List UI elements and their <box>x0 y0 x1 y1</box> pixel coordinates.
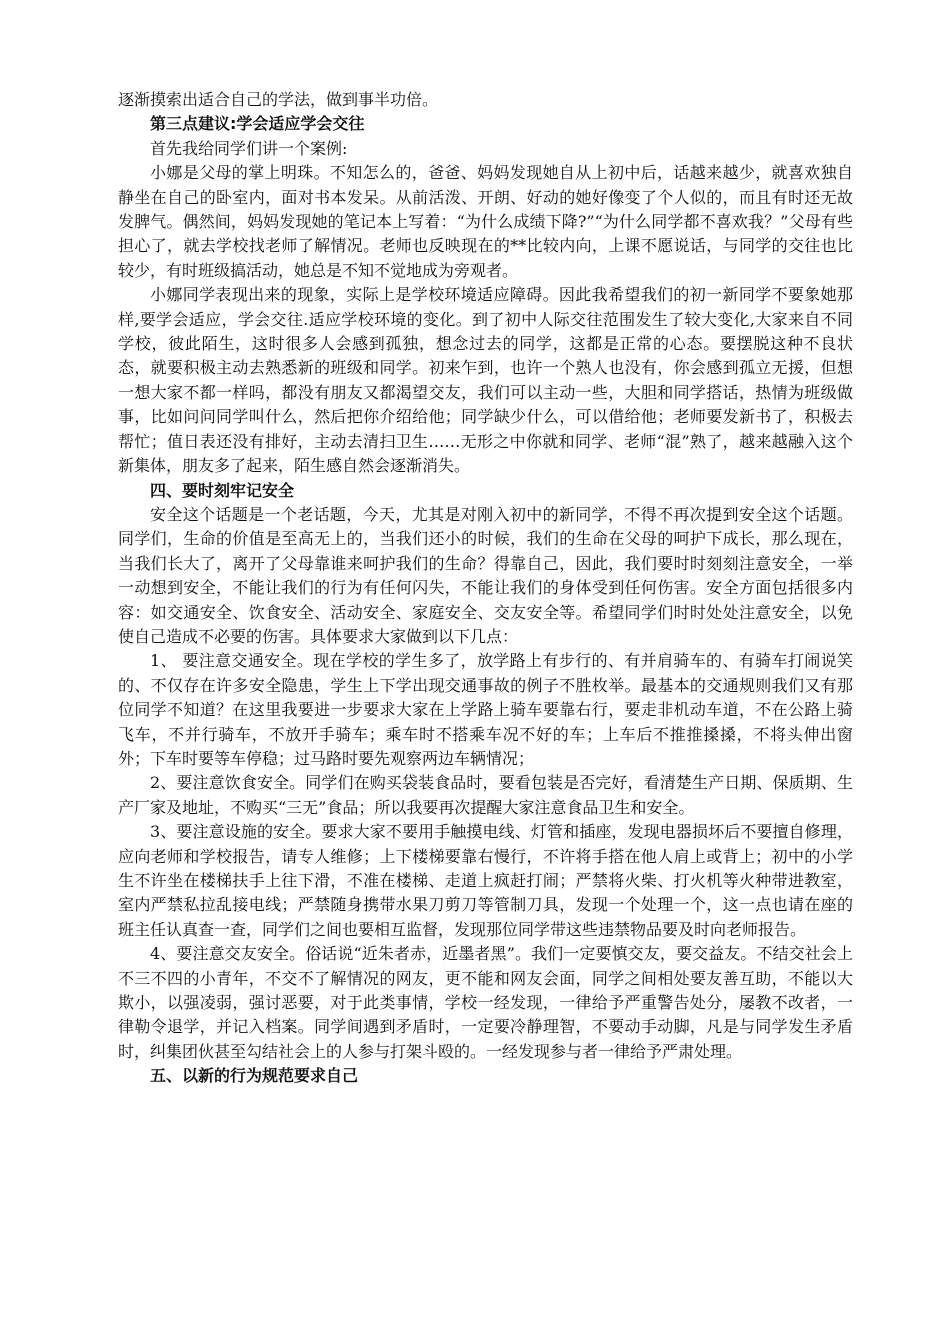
paragraph-food-safety: 2、要注意饮食安全。同学们在购买袋装食品时，要看包装是否完好，看清楚生产日期、保质期、生产厂家及地址，不购买“三无”食品；所以我要再次提醒大家注意食品卫生和安全。 <box>118 773 853 817</box>
document-body <box>118 88 853 1089</box>
paragraph-friendship-safety: 4、要注意交友安全。俗话说“近朱者赤，近墨者黑”。我们一定要慎交友，要交益友。不结交社会上不三不四的小青年，不交不了解情况的网友，更不能和网友会面，同学之间相处要友善互助，不能以大欺小，以强凌弱，强讨恶要，对于此类事情，学校一经发现，一律给予严重警告处分，屡教不改者，一律勒令退学，并记入档案。同学间遇到矛盾时，一定要冷静理智，不要动手动脚，凡是与同学发生矛盾时，纠集团伙甚至勾结社会上的人参与打架斗殴的。一经发现参与者一律给予严肃处理。 <box>118 944 853 1061</box>
paragraph-traffic-safety: 1、 要注意交通安全。现在学校的学生多了，放学路上有步行的、有并肩骑车的、有骑车打闹说笑的、不仅存在许多安全隐患，学生上下学出现交通事故的例子不胜枚举。最基本的交通规则我们又有那位同学不知道？在这里我要进一步要求大家在上学路上骑车要靠右行，要走非机动车道，不在公路上骑飞车，不并行骑车，不放开手骑车；乘车时不搭乘车况不好的车；上车后不推推搡搡，不将头伸出窗外；下车时要等车停稳；过马路时要先观察两边车辆情况； <box>118 651 853 768</box>
paragraph-continuation: 逐渐摸索出适合自己的学法，做到事半功倍。 <box>118 90 439 109</box>
paragraph-safety-intro: 安全这个话题是一个老话题，今天，尤其是对刚入初中的新同学，不得不再次提到安全这个话题。同学们，生命的价值是至高无上的，当我们还小的时候，我们的生命在父母的呵护下成长，那么现在，当我们长大了，离开了父母靠谁来呵护我们的生命？得靠自己，因此，我们要时时刻刻注意安全，一举一动想到安全，不能让我们的行为有任何闪失，不能让我们的身体受到任何伤害。安全方面包括很多内容：如交通安全、饮食安全、活动安全、家庭安全、交友安全等。希望同学们时时处处注意安全，以免使自己造成不必要的伤害。具体要求大家做到以下几点： <box>118 504 853 646</box>
section-heading-behavior-norms: 五、以新的行为规范要求自己 <box>150 1066 359 1086</box>
paragraph-case-intro: 首先我给同学们讲一个案例: <box>150 138 348 158</box>
section-heading-third-suggestion: 第三点建议:学会适应学会交往 <box>150 114 365 134</box>
paragraph-case-story: 小娜是父母的掌上明珠。不知怎么的，爸爸、妈妈发现她自从上初中后，话越来越少，就喜欢独自静坐在自己的卧室内，面对书本发呆。从前活泼、开朗、好动的她好像变了个人似的，而且有时还无故发脾气。偶然间，妈妈发现她的笔记本上写着：“为什么成绩下降?”“为什么同学都不喜欢我？”父母有些担心了，就去学校找老师了解情况。老师也反映现在的**比较内向，上课不愿说话，与同学的交往也比较少，有时班级搞活动，她总是不知不觉地成为旁观者。 <box>118 163 853 280</box>
section-heading-safety: 四、要时刻牢记安全 <box>150 480 295 500</box>
paragraph-case-analysis: 小娜同学表现出来的现象，实际上是学校环境适应障碍。因此我希望我们的初一新同学不要象她那样,要学会适应，学会交往.适应学校环境的变化。到了初中人际交往范围发生了较大变化,大家来自不同学校，彼此陌生，这时很多人会感到孤独，想念过去的同学，这都是正常的心态。要摆脱这种不良状态，就要积极主动去熟悉新的班级和同学。初来乍到，也许一个熟人也没有，你会感到孤立无援，但想一想大家不都一样吗，都没有朋友又都渴望交友，我们可以主动一些，大胆和同学搭话，热情为班级做事，比如问问同学叫什么，然后把你介绍给他；同学缺少什么，可以借给他；老师要发新书了，积极去帮忙；值日表还没有排好，主动去清扫卫生……无形之中你就和同学、老师“混”熟了，越来越融入这个新集体，朋友多了起来，陌生感自然会逐渐消失。 <box>118 285 853 476</box>
paragraph-facility-safety: 3、要注意设施的安全。要求大家不要用手触摸电线、灯管和插座，发现电器损坏后不要擅自修理，应向老师和学校报告，请专人维修；上下楼梯要靠右慢行，不许将手搭在他人肩上或背上；初中的小学生不许坐在楼梯扶手上往下滑，不准在楼梯、走道上疯赶打闹；严禁将火柴、打火机等火种带进教室，室内严禁私拉乱接电线；严禁随身携带水果刀剪刀等管制刀具，发现一个处理一个，这一点也请在座的班主任认真查一查，同学们之间也要相互监督，发现那位同学带这些违禁物品要及时向老师报告。 <box>118 822 853 939</box>
